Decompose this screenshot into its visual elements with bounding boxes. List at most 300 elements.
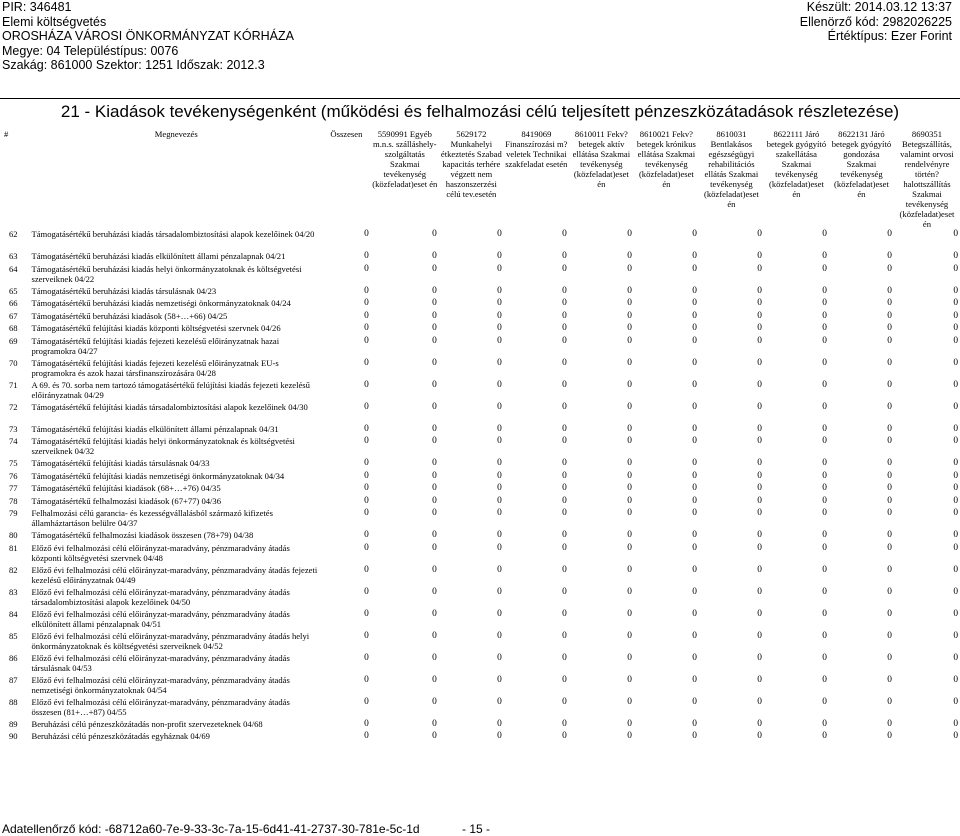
row-number: 87 bbox=[9, 674, 18, 685]
table-row bbox=[0, 543, 960, 565]
cell-value: 0 bbox=[432, 310, 437, 321]
cell-value: 0 bbox=[627, 263, 632, 274]
cell-value: 0 bbox=[497, 630, 502, 641]
cell-value: 0 bbox=[364, 530, 369, 540]
cell-value: 0 bbox=[432, 530, 437, 540]
cell-value: 0 bbox=[627, 335, 632, 346]
cell-value: 0 bbox=[822, 674, 827, 685]
row-number: 66 bbox=[9, 298, 18, 308]
cell-value: 0 bbox=[757, 310, 762, 321]
cell-value: 0 bbox=[692, 564, 697, 575]
cell-value: 0 bbox=[432, 423, 437, 434]
cell-value: 0 bbox=[953, 495, 958, 506]
row-name: Előző évi felhalmozási célú előirányzat-maradvány, pénzmaradvány átadás nemzetiségi önkormányzatoknak 04/54 bbox=[31, 674, 290, 695]
cell-value: 0 bbox=[953, 718, 958, 729]
cell-value: 0 bbox=[627, 436, 632, 446]
header-right bbox=[800, 0, 952, 44]
cell-value: 0 bbox=[497, 357, 502, 368]
sector-line: Szakág: 861000 Szektor: 1251 Időszak: 2012.3 bbox=[2, 58, 265, 73]
cell-value: 0 bbox=[757, 495, 762, 506]
page-number: - 15 - bbox=[462, 822, 491, 836]
row-number: 73 bbox=[9, 423, 18, 434]
cell-value: 0 bbox=[364, 495, 369, 506]
row-name: Támogatásértékű beruházási kiadás elkülönített állami pénzalapnak 04/21 bbox=[31, 251, 286, 261]
cell-value: 0 bbox=[432, 586, 437, 597]
cell-value: 0 bbox=[432, 696, 437, 707]
cell-value: 0 bbox=[692, 379, 697, 390]
cell-value: 0 bbox=[562, 731, 567, 741]
row-name: Előző évi felhalmozási célú előirányzat-maradvány, pénzmaradvány átadás társulásnak 04/53 bbox=[31, 652, 290, 673]
check-code-line: Ellenörző kód: 2982026225 bbox=[799, 14, 952, 29]
cell-value: 0 bbox=[432, 458, 437, 468]
row-number: 77 bbox=[9, 483, 18, 493]
cell-value: 0 bbox=[757, 564, 762, 575]
cell-value: 0 bbox=[887, 310, 892, 321]
cell-value: 0 bbox=[822, 379, 827, 390]
cell-value: 0 bbox=[692, 470, 697, 481]
col-header-5590991: 5590991 Egyéb m.n.s. szálláshely-szolgáltatás Szakmai tevékenység (közfeladat)eset én bbox=[372, 129, 438, 189]
cell-value: 0 bbox=[364, 608, 369, 619]
cell-value: 0 bbox=[692, 530, 697, 540]
cell-value: 0 bbox=[364, 674, 369, 685]
cell-value: 0 bbox=[432, 229, 437, 239]
cell-value: 0 bbox=[432, 564, 437, 575]
table-row bbox=[0, 471, 960, 484]
row-name: Támogatásértékű felújítási kiadások (68+…+76) 04/35 bbox=[31, 483, 221, 493]
cell-value: 0 bbox=[562, 564, 567, 575]
cell-value: 0 bbox=[953, 357, 958, 368]
cell-value: 0 bbox=[627, 310, 632, 321]
table-row bbox=[0, 323, 960, 336]
row-name: Támogatásértékű felújítási kiadás elkülönített állami pénzalapnak 04/31 bbox=[31, 423, 279, 434]
row-number: 78 bbox=[9, 495, 18, 506]
cell-value: 0 bbox=[757, 251, 762, 261]
cell-value: 0 bbox=[757, 718, 762, 729]
cell-value: 0 bbox=[692, 335, 697, 346]
row-name: Előző évi felhalmozási célú előirányzat-maradvány, pénzmaradvány átadás elkülönített állami pénzalapnak 04/51 bbox=[31, 608, 290, 629]
cell-value: 0 bbox=[887, 718, 892, 729]
cell-value: 0 bbox=[953, 310, 958, 321]
cell-value: 0 bbox=[953, 423, 958, 434]
cell-value: 0 bbox=[887, 731, 892, 741]
cell-value: 0 bbox=[757, 436, 762, 446]
cell-value: 0 bbox=[627, 652, 632, 663]
report-type-line: Elemi költségvetés bbox=[2, 14, 107, 29]
cell-value: 0 bbox=[432, 379, 437, 390]
county-line: Megye: 04 Településtípus: 0076 bbox=[2, 43, 179, 58]
col-header-5629172: 5629172 Munkahelyi étkeztetés Szabad kapacitás terhére végzett nem haszonszerzési célú tev.esetén bbox=[440, 129, 502, 199]
table-row bbox=[0, 697, 960, 719]
cell-value: 0 bbox=[757, 674, 762, 685]
cell-value: 0 bbox=[364, 436, 369, 446]
cell-value: 0 bbox=[432, 674, 437, 685]
col-header-8610011: 8610011 Fekv?betegek aktív ellátása Szakmai tevékenység (közfeladat)eset én bbox=[572, 129, 631, 189]
cell-value: 0 bbox=[822, 564, 827, 575]
cell-value: 0 bbox=[692, 608, 697, 619]
cell-value: 0 bbox=[627, 508, 632, 518]
cell-value: 0 bbox=[887, 458, 892, 468]
cell-value: 0 bbox=[364, 542, 369, 553]
cell-value: 0 bbox=[627, 718, 632, 729]
cell-value: 0 bbox=[497, 470, 502, 481]
cell-value: 0 bbox=[364, 508, 369, 518]
cell-value: 0 bbox=[822, 335, 827, 346]
cell-value: 0 bbox=[757, 357, 762, 368]
cell-value: 0 bbox=[497, 652, 502, 663]
cell-value: 0 bbox=[822, 263, 827, 274]
cell-value: 0 bbox=[432, 323, 437, 333]
cell-value: 0 bbox=[364, 731, 369, 741]
cell-value: 0 bbox=[953, 630, 958, 641]
cell-value: 0 bbox=[562, 586, 567, 597]
cell-value: 0 bbox=[562, 718, 567, 729]
row-name: Támogatásértékű beruházási kiadás helyi önkormányzatoknak és költségvetési szerveiknek 04/22 bbox=[31, 263, 302, 284]
row-number: 65 bbox=[9, 285, 18, 296]
cell-value: 0 bbox=[757, 401, 762, 412]
cell-value: 0 bbox=[432, 718, 437, 729]
cell-value: 0 bbox=[497, 401, 502, 412]
cell-value: 0 bbox=[627, 458, 632, 468]
cell-value: 0 bbox=[887, 335, 892, 346]
footer-check-code: Adatellenőrző kód: -68712a60-7e-9-33-3c-7a-15-6d41-41-2737-30-781e-5c-1d bbox=[2, 822, 420, 836]
table-row bbox=[0, 336, 960, 358]
cell-value: 0 bbox=[364, 483, 369, 493]
cell-value: 0 bbox=[627, 608, 632, 619]
cell-value: 0 bbox=[364, 696, 369, 707]
cell-value: 0 bbox=[953, 335, 958, 346]
cell-value: 0 bbox=[627, 423, 632, 434]
cell-value: 0 bbox=[822, 542, 827, 553]
cell-value: 0 bbox=[692, 696, 697, 707]
cell-value: 0 bbox=[757, 652, 762, 663]
cell-value: 0 bbox=[953, 285, 958, 296]
cell-value: 0 bbox=[692, 229, 697, 239]
cell-value: 0 bbox=[627, 251, 632, 261]
cell-value: 0 bbox=[692, 630, 697, 641]
cell-value: 0 bbox=[432, 495, 437, 506]
cell-value: 0 bbox=[562, 608, 567, 619]
table-row bbox=[0, 719, 960, 732]
cell-value: 0 bbox=[364, 423, 369, 434]
cell-value: 0 bbox=[562, 674, 567, 685]
cell-value: 0 bbox=[953, 483, 958, 493]
table-row bbox=[0, 458, 960, 471]
cell-value: 0 bbox=[497, 458, 502, 468]
cell-value: 0 bbox=[953, 458, 958, 468]
cell-value: 0 bbox=[497, 718, 502, 729]
cell-value: 0 bbox=[822, 229, 827, 239]
cell-value: 0 bbox=[822, 323, 827, 333]
cell-value: 0 bbox=[692, 436, 697, 446]
cell-value: 0 bbox=[757, 423, 762, 434]
cell-value: 0 bbox=[364, 379, 369, 390]
cell-value: 0 bbox=[364, 630, 369, 641]
cell-value: 0 bbox=[887, 379, 892, 390]
cell-value: 0 bbox=[822, 696, 827, 707]
cell-value: 0 bbox=[757, 298, 762, 308]
cell-value: 0 bbox=[627, 731, 632, 741]
cell-value: 0 bbox=[364, 458, 369, 468]
cell-value: 0 bbox=[497, 323, 502, 333]
cell-value: 0 bbox=[757, 530, 762, 540]
cell-value: 0 bbox=[497, 310, 502, 321]
cell-value: 0 bbox=[757, 379, 762, 390]
row-number: 67 bbox=[9, 310, 18, 321]
table-row bbox=[0, 631, 960, 653]
cell-value: 0 bbox=[627, 564, 632, 575]
cell-value: 0 bbox=[364, 310, 369, 321]
cell-value: 0 bbox=[562, 263, 567, 274]
cell-value: 0 bbox=[822, 458, 827, 468]
cell-value: 0 bbox=[562, 652, 567, 663]
cell-value: 0 bbox=[822, 470, 827, 481]
cell-value: 0 bbox=[627, 586, 632, 597]
cell-value: 0 bbox=[432, 251, 437, 261]
row-name: Előző évi felhalmozási célú előirányzat-maradvány, pénzmaradvány átadás társadalombiztosítási alapok kezelőinek 04/50 bbox=[31, 586, 290, 607]
cell-value: 0 bbox=[887, 251, 892, 261]
cell-value: 0 bbox=[822, 357, 827, 368]
cell-value: 0 bbox=[692, 508, 697, 518]
cell-value: 0 bbox=[757, 586, 762, 597]
expenditure-table bbox=[0, 129, 960, 744]
table-row bbox=[0, 380, 960, 402]
cell-value: 0 bbox=[887, 495, 892, 506]
cell-value: 0 bbox=[757, 731, 762, 741]
cell-value: 0 bbox=[627, 401, 632, 412]
cell-value: 0 bbox=[432, 401, 437, 412]
cell-value: 0 bbox=[364, 335, 369, 346]
cell-value: 0 bbox=[497, 251, 502, 261]
cell-value: 0 bbox=[887, 436, 892, 446]
cell-value: 0 bbox=[692, 357, 697, 368]
cell-value: 0 bbox=[562, 696, 567, 707]
cell-value: 0 bbox=[953, 674, 958, 685]
cell-value: 0 bbox=[364, 652, 369, 663]
cell-value: 0 bbox=[432, 436, 437, 446]
row-number: 81 bbox=[9, 542, 18, 553]
table-row bbox=[0, 609, 960, 631]
cell-value: 0 bbox=[497, 542, 502, 553]
cell-value: 0 bbox=[822, 423, 827, 434]
cell-value: 0 bbox=[692, 458, 697, 468]
cell-value: 0 bbox=[562, 251, 567, 261]
row-name: Támogatásértékű felújítási kiadás társadalombiztosítási alapok kezelőinek 04/30 bbox=[31, 401, 308, 412]
cell-value: 0 bbox=[953, 251, 958, 261]
row-number: 89 bbox=[9, 718, 18, 729]
cell-value: 0 bbox=[497, 564, 502, 575]
col-header-8610021: 8610021 Fekv?betegek krónikus ellátása Szakmai tevékenység (közfeladat)eset én bbox=[636, 129, 696, 189]
cell-value: 0 bbox=[432, 357, 437, 368]
cell-value: 0 bbox=[757, 229, 762, 239]
cell-value: 0 bbox=[432, 652, 437, 663]
cell-value: 0 bbox=[692, 285, 697, 296]
cell-value: 0 bbox=[497, 696, 502, 707]
cell-value: 0 bbox=[562, 335, 567, 346]
page-title: 21 - Kiadások tevékenységenként (működési és felhalmozási célú teljesített pénzeszközátadások részletezése) bbox=[60, 102, 900, 121]
table-row bbox=[0, 565, 960, 587]
cell-value: 0 bbox=[562, 630, 567, 641]
row-name: Támogatásértékű felújítási kiadás központi költségvetési szervnek 04/26 bbox=[31, 323, 281, 333]
cell-value: 0 bbox=[562, 298, 567, 308]
cell-value: 0 bbox=[432, 335, 437, 346]
cell-value: 0 bbox=[822, 652, 827, 663]
cell-value: 0 bbox=[692, 542, 697, 553]
cell-value: 0 bbox=[497, 335, 502, 346]
table-row bbox=[0, 436, 960, 458]
row-number: 84 bbox=[9, 608, 18, 619]
cell-value: 0 bbox=[953, 229, 958, 239]
cell-value: 0 bbox=[953, 608, 958, 619]
row-number: 80 bbox=[9, 530, 18, 540]
cell-value: 0 bbox=[497, 586, 502, 597]
row-name: Előző évi felhalmozási célú előirányzat-maradvány, pénzmaradvány átadás összesen (81+…+87) 04/55 bbox=[31, 696, 290, 717]
cell-value: 0 bbox=[953, 542, 958, 553]
title-top-rule bbox=[0, 98, 960, 99]
col-header-8419069: 8419069 Finanszírozási m?veletek Technikai szakfeladat esetén bbox=[505, 129, 568, 169]
col-header-name: Megnevezés bbox=[154, 129, 198, 139]
cell-value: 0 bbox=[692, 731, 697, 741]
created-line: Készült: 2014.03.12 13:37 bbox=[806, 0, 952, 14]
cell-value: 0 bbox=[497, 263, 502, 274]
cell-value: 0 bbox=[887, 530, 892, 540]
cell-value: 0 bbox=[822, 298, 827, 308]
cell-value: 0 bbox=[887, 508, 892, 518]
cell-value: 0 bbox=[822, 718, 827, 729]
row-number: 74 bbox=[9, 436, 18, 446]
cell-value: 0 bbox=[887, 674, 892, 685]
cell-value: 0 bbox=[887, 401, 892, 412]
row-name: Támogatásértékű beruházási kiadások (58+…+66) 04/25 bbox=[31, 310, 228, 321]
cell-value: 0 bbox=[562, 310, 567, 321]
cell-value: 0 bbox=[627, 542, 632, 553]
cell-value: 0 bbox=[497, 436, 502, 446]
cell-value: 0 bbox=[497, 495, 502, 506]
cell-value: 0 bbox=[562, 285, 567, 296]
cell-value: 0 bbox=[953, 436, 958, 446]
cell-value: 0 bbox=[757, 696, 762, 707]
row-number: 68 bbox=[9, 323, 18, 333]
cell-value: 0 bbox=[627, 470, 632, 481]
cell-value: 0 bbox=[627, 674, 632, 685]
cell-value: 0 bbox=[822, 436, 827, 446]
row-number: 86 bbox=[9, 652, 18, 663]
row-number: 69 bbox=[9, 335, 18, 346]
cell-value: 0 bbox=[887, 586, 892, 597]
table-row bbox=[0, 229, 960, 251]
cell-value: 0 bbox=[497, 483, 502, 493]
table-row bbox=[0, 402, 960, 424]
cell-value: 0 bbox=[953, 508, 958, 518]
cell-value: 0 bbox=[692, 423, 697, 434]
row-name: Támogatásértékű felújítási kiadás társulásnak 04/33 bbox=[31, 458, 210, 468]
table-row bbox=[0, 530, 960, 543]
cell-value: 0 bbox=[562, 401, 567, 412]
row-name: Támogatásértékű beruházási kiadás nemzetiségi önkormányzatoknak 04/24 bbox=[31, 298, 291, 308]
cell-value: 0 bbox=[887, 298, 892, 308]
row-name: Előző évi felhalmozási célú előirányzat-maradvány, pénzmaradvány átadás központi költségvetési szervnek 04/48 bbox=[31, 542, 290, 563]
table-row bbox=[0, 264, 960, 286]
cell-value: 0 bbox=[364, 718, 369, 729]
cell-value: 0 bbox=[757, 483, 762, 493]
cell-value: 0 bbox=[887, 423, 892, 434]
cell-value: 0 bbox=[692, 652, 697, 663]
cell-value: 0 bbox=[562, 458, 567, 468]
cell-value: 0 bbox=[627, 379, 632, 390]
table-row bbox=[0, 508, 960, 530]
cell-value: 0 bbox=[432, 298, 437, 308]
cell-value: 0 bbox=[497, 423, 502, 434]
cell-value: 0 bbox=[562, 542, 567, 553]
cell-value: 0 bbox=[364, 251, 369, 261]
table-row bbox=[0, 496, 960, 509]
cell-value: 0 bbox=[364, 357, 369, 368]
cell-value: 0 bbox=[497, 530, 502, 540]
cell-value: 0 bbox=[627, 630, 632, 641]
cell-value: 0 bbox=[953, 323, 958, 333]
row-name: Támogatásértékű felújítási kiadás helyi önkormányzatoknak és költségvetési szerveiknek 04/32 bbox=[31, 436, 295, 456]
cell-value: 0 bbox=[497, 508, 502, 518]
cell-value: 0 bbox=[822, 630, 827, 641]
cell-value: 0 bbox=[757, 508, 762, 518]
value-type-line: Értéktípus: Ezer Forint bbox=[827, 29, 952, 44]
cell-value: 0 bbox=[627, 357, 632, 368]
row-number: 79 bbox=[9, 508, 18, 518]
cell-value: 0 bbox=[627, 483, 632, 493]
cell-value: 0 bbox=[953, 263, 958, 274]
cell-value: 0 bbox=[692, 251, 697, 261]
cell-value: 0 bbox=[562, 483, 567, 493]
col-header-8610031: 8610031 Bentlakásos egészségügyi rehabilitációs ellátás Szakmai tevékenység (közfeladat)eset én bbox=[703, 129, 759, 209]
row-number: 82 bbox=[9, 564, 18, 575]
row-number: 90 bbox=[9, 731, 18, 741]
row-number: 72 bbox=[9, 401, 18, 412]
table-row bbox=[0, 675, 960, 697]
cell-value: 0 bbox=[432, 508, 437, 518]
cell-value: 0 bbox=[692, 495, 697, 506]
cell-value: 0 bbox=[432, 608, 437, 619]
cell-value: 0 bbox=[364, 586, 369, 597]
cell-value: 0 bbox=[887, 564, 892, 575]
table-header-row bbox=[0, 129, 960, 229]
row-name: Előző évi felhalmozási célú előirányzat-maradvány, pénzmaradvány átadás fejezeti kezelésű előirányzatnak 04/49 bbox=[31, 564, 318, 585]
row-name: Felhalmozási célú garancia- és kezességvállalásból származó kifizetés államháztartáson belülre 04/37 bbox=[31, 508, 273, 528]
cell-value: 0 bbox=[364, 298, 369, 308]
cell-value: 0 bbox=[887, 470, 892, 481]
cell-value: 0 bbox=[364, 229, 369, 239]
cell-value: 0 bbox=[692, 298, 697, 308]
cell-value: 0 bbox=[822, 401, 827, 412]
cell-value: 0 bbox=[692, 263, 697, 274]
cell-value: 0 bbox=[364, 470, 369, 481]
cell-value: 0 bbox=[562, 323, 567, 333]
row-name: Támogatásértékű felújítási kiadás fejezeti kezelésű előirányzatnak hazai programokra 04/27 bbox=[31, 335, 280, 356]
col-header-no: # bbox=[4, 129, 9, 139]
cell-value: 0 bbox=[953, 564, 958, 575]
institution-name: OROSHÁZA VÁROSI ÖNKORMÁNYZAT KÓRHÁZA bbox=[2, 29, 294, 44]
cell-value: 0 bbox=[822, 285, 827, 296]
cell-value: 0 bbox=[432, 630, 437, 641]
cell-value: 0 bbox=[887, 285, 892, 296]
table-row bbox=[0, 587, 960, 609]
cell-value: 0 bbox=[627, 495, 632, 506]
cell-value: 0 bbox=[497, 298, 502, 308]
cell-value: 0 bbox=[497, 674, 502, 685]
cell-value: 0 bbox=[562, 530, 567, 540]
cell-value: 0 bbox=[562, 495, 567, 506]
cell-value: 0 bbox=[822, 310, 827, 321]
row-name: Támogatásértékű beruházási kiadás társulásnak 04/23 bbox=[31, 285, 217, 296]
cell-value: 0 bbox=[432, 542, 437, 553]
